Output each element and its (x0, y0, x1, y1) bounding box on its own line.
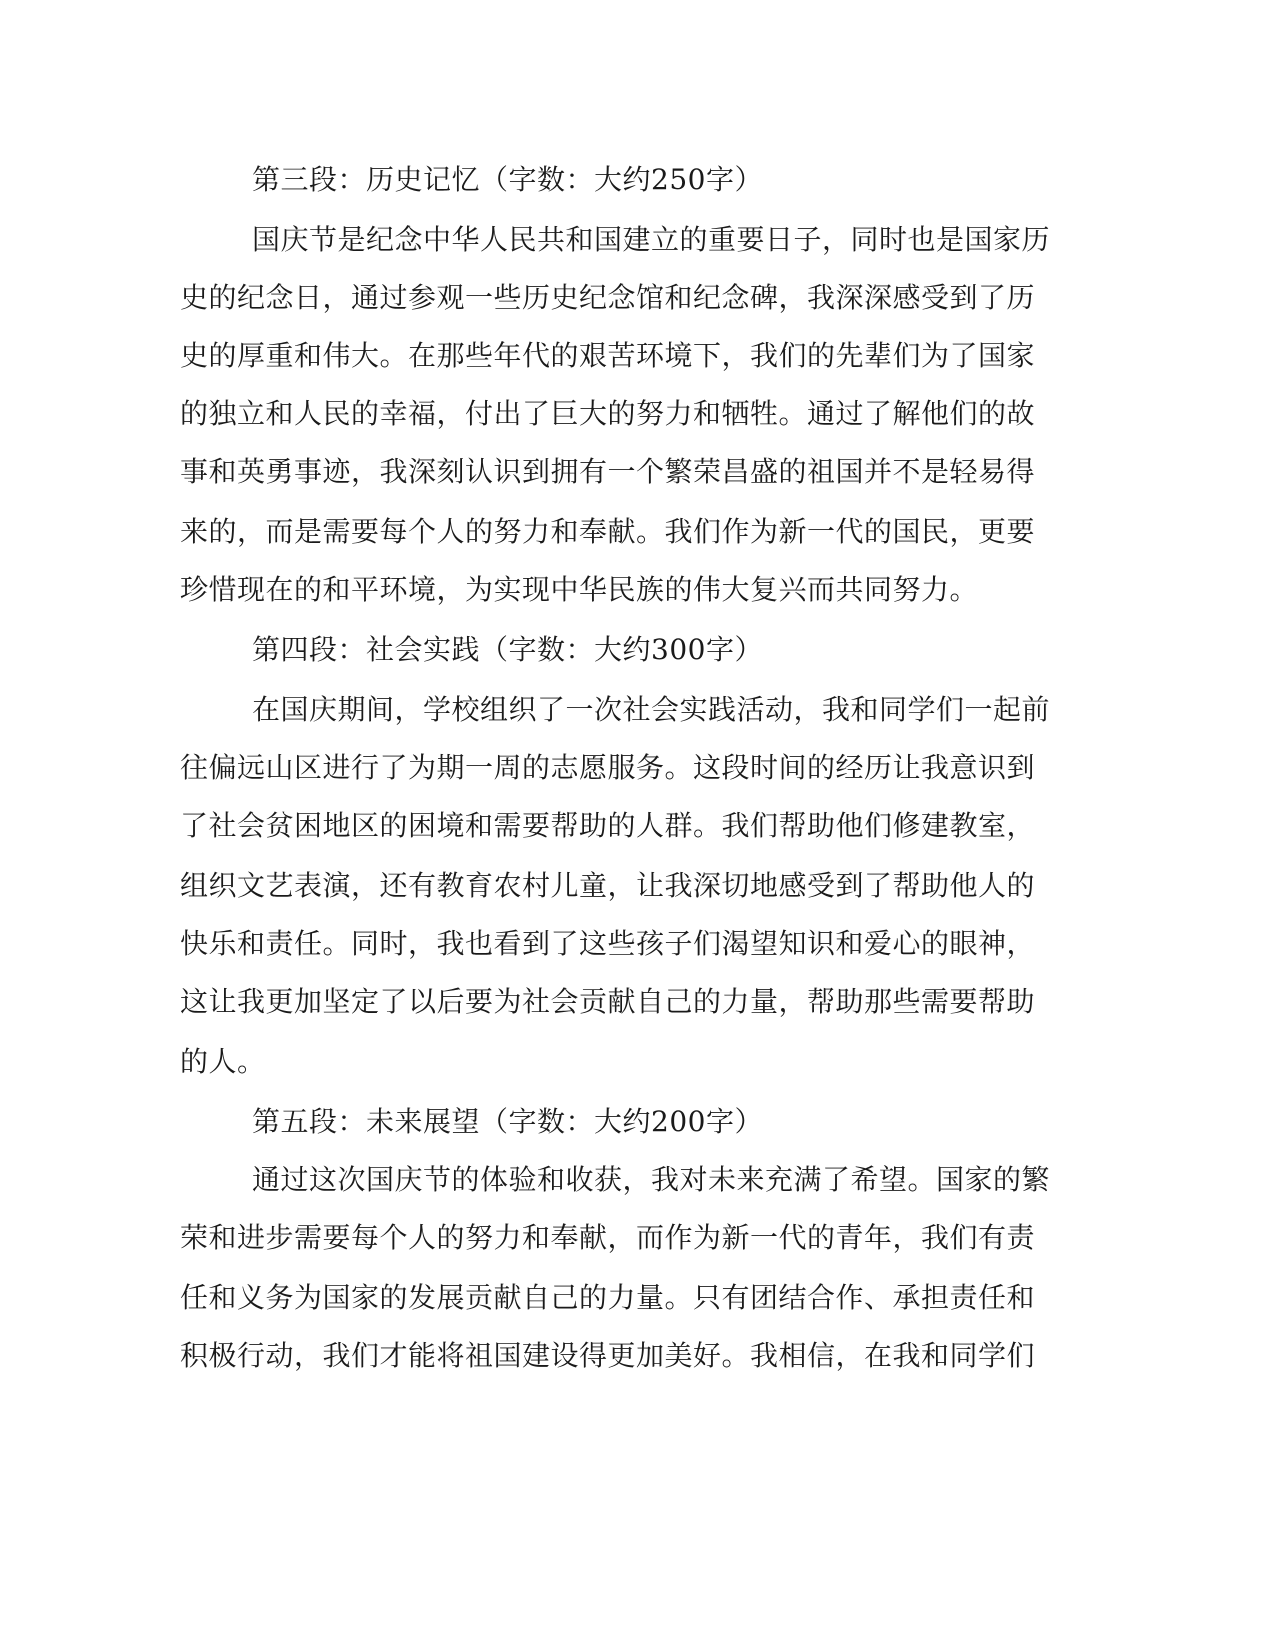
paragraph-line: 国庆节是纪念中华人民共和国建立的重要日子，同时也是国家历 (252, 223, 1051, 256)
paragraph-line: 快乐和责任。同时，我也看到了这些孩子们渴望知识和爱心的眼神， (180, 927, 1036, 960)
paragraph-line: 通过这次国庆节的体验和收获，我对未来充满了希望。国家的繁 (252, 1163, 1051, 1196)
paragraph-line: 史的厚重和伟大。在那些年代的艰苦环境下，我们的先辈们为了国家 (180, 339, 1036, 372)
paragraph-line: 积极行动，我们才能将祖国建设得更加美好。我相信，在我和同学们 (180, 1339, 1036, 1372)
paragraph-line: 在国庆期间，学校组织了一次社会实践活动，我和同学们一起前 (252, 693, 1051, 726)
paragraph-line: 任和义务为国家的发展贡献自己的力量。只有团结合作、承担责任和 (180, 1281, 1036, 1314)
paragraph-line: 来的，而是需要每个人的努力和奉献。我们作为新一代的国民，更要 (180, 515, 1036, 548)
section-heading-4: 第四段：社会实践（字数：大约300字） (252, 633, 763, 666)
section-heading-3: 第三段：历史记忆（字数：大约250字） (252, 163, 763, 196)
paragraph-line: 珍惜现在的和平环境，为实现中华民族的伟大复兴而共同努力。 (180, 573, 979, 606)
paragraph-line: 往偏远山区进行了为期一周的志愿服务。这段时间的经历让我意识到 (180, 751, 1036, 784)
paragraph-line: 荣和进步需要每个人的努力和奉献，而作为新一代的青年，我们有责 (180, 1221, 1036, 1254)
paragraph-line: 了社会贫困地区的困境和需要帮助的人群。我们帮助他们修建教室， (180, 809, 1036, 842)
paragraph-line: 的独立和人民的幸福，付出了巨大的努力和牺牲。通过了解他们的故 (180, 397, 1036, 430)
paragraph-line: 事和英勇事迹，我深刻认识到拥有一个繁荣昌盛的祖国并不是轻易得 (180, 455, 1036, 488)
paragraph-line: 的人。 (180, 1045, 266, 1078)
paragraph-line: 组织文艺表演，还有教育农村儿童，让我深切地感受到了帮助他人的 (180, 869, 1036, 902)
paragraph-line: 这让我更加坚定了以后要为社会贡献自己的力量，帮助那些需要帮助 (180, 985, 1036, 1018)
section-heading-5: 第五段：未来展望（字数：大约200字） (252, 1105, 763, 1138)
paragraph-line: 史的纪念日，通过参观一些历史纪念馆和纪念碑，我深深感受到了历 (180, 281, 1036, 314)
